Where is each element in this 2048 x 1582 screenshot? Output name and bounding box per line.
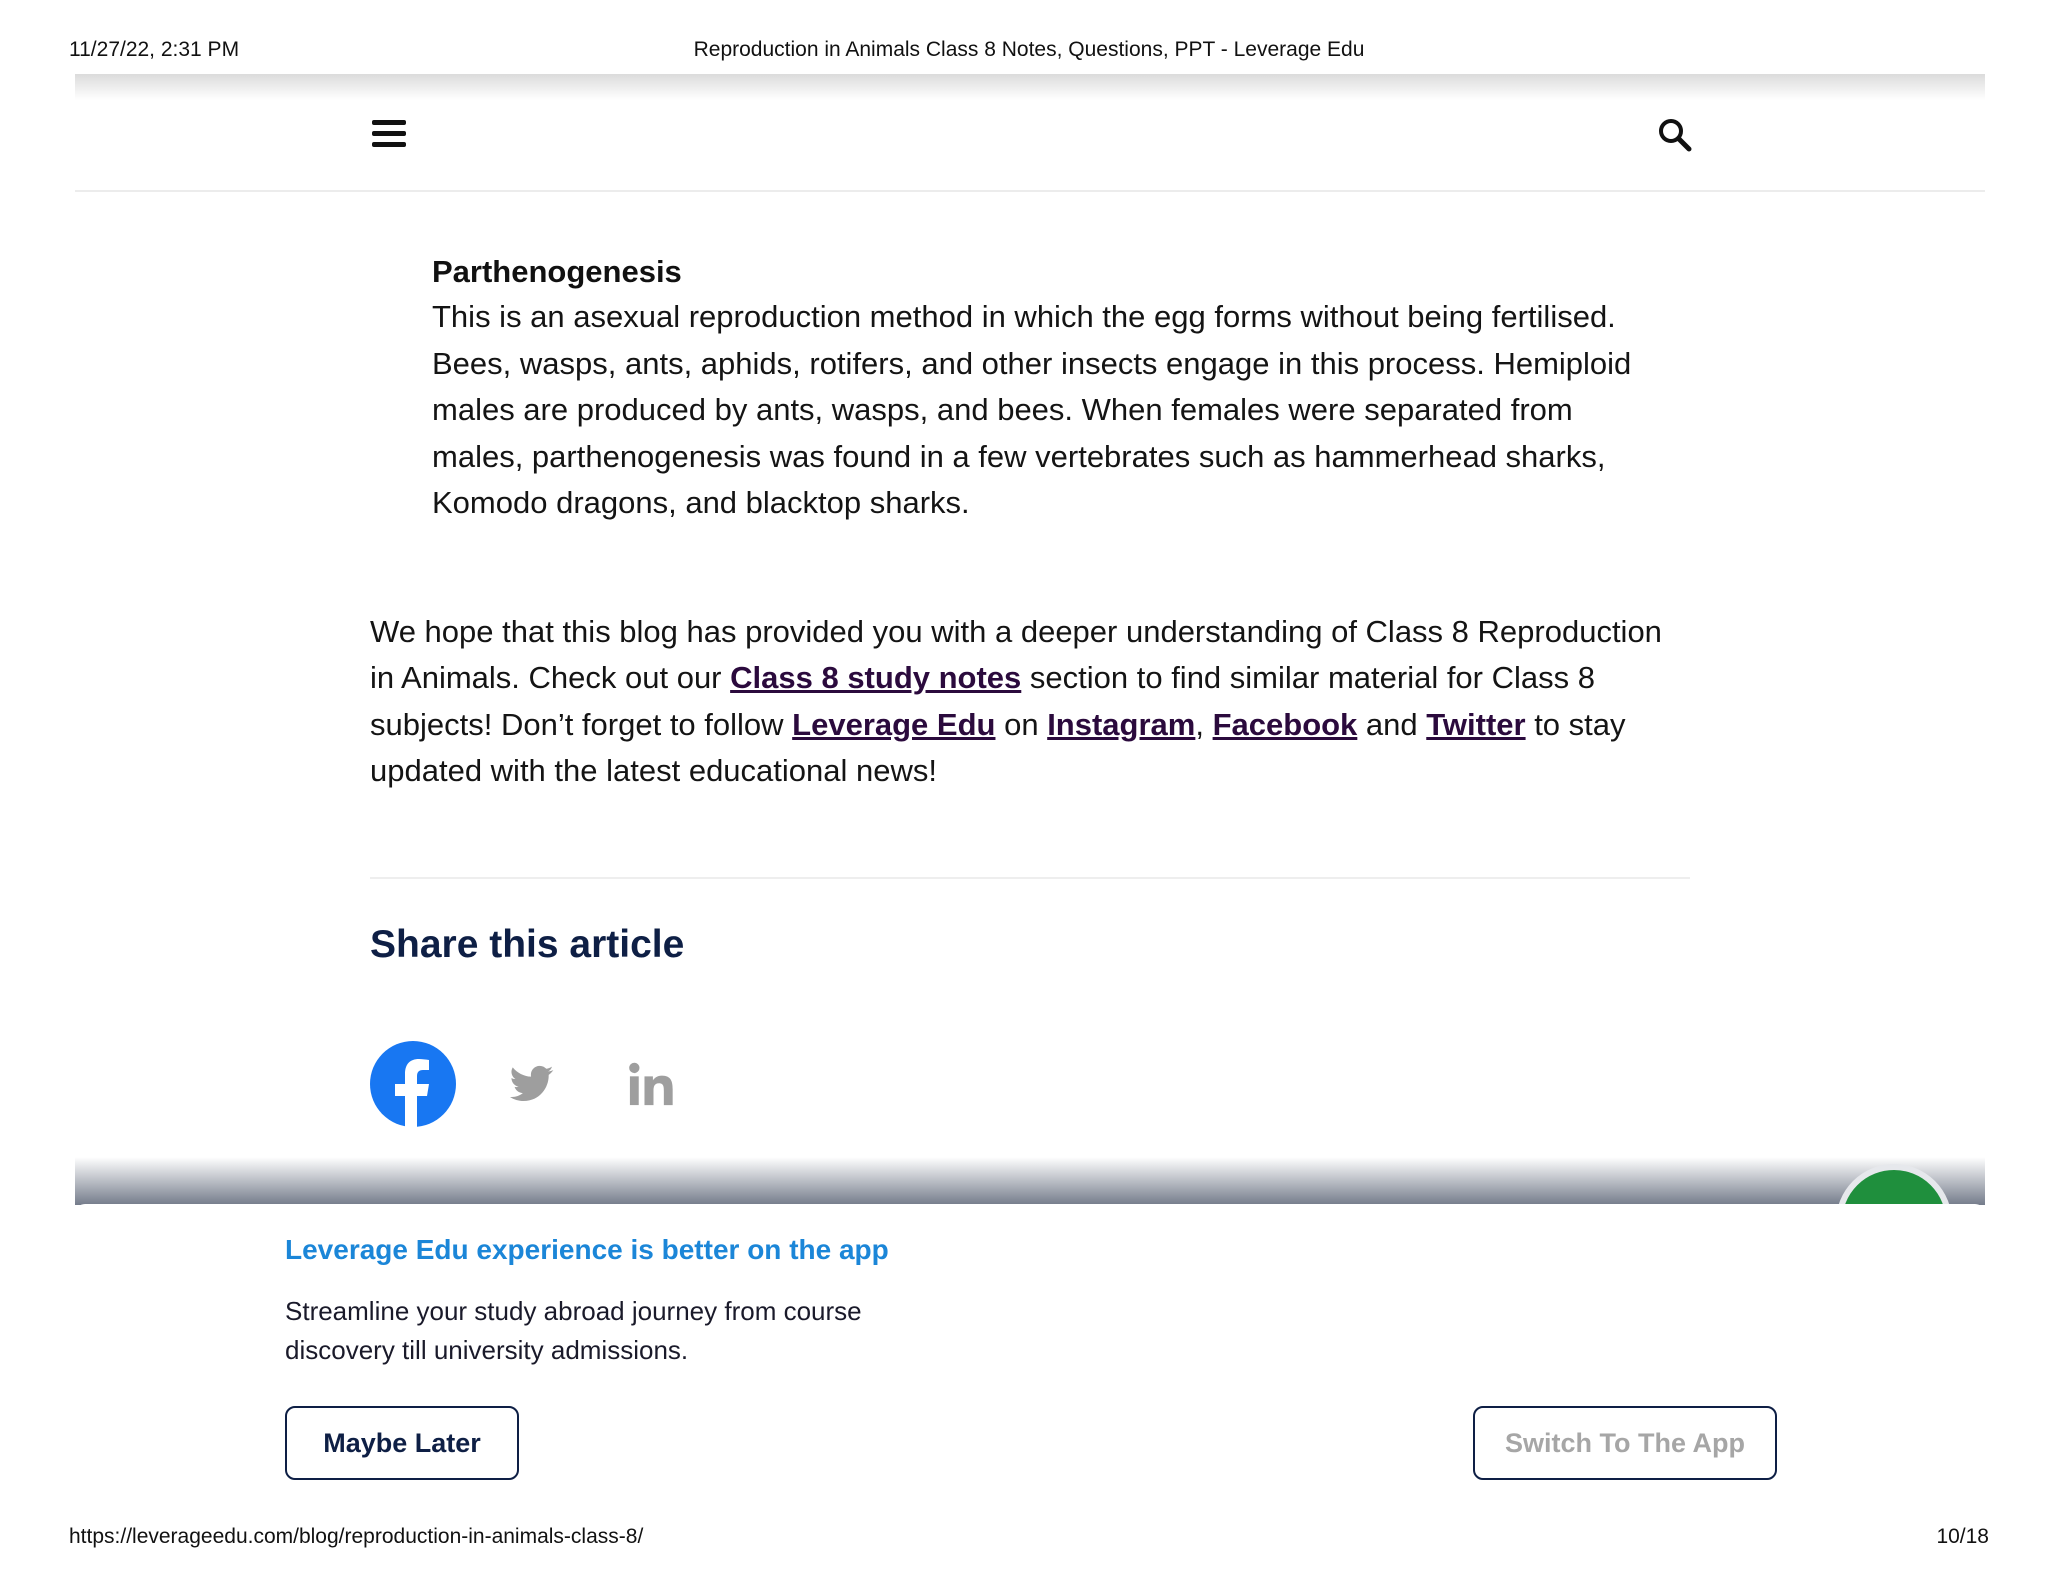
instagram-link[interactable]: Instagram — [1047, 706, 1196, 742]
facebook-icon[interactable] — [370, 1041, 456, 1127]
closing-text-6: to stay updated with the latest educational news! — [370, 706, 1626, 788]
print-url: https://leverageedu.com/blog/reproduction-in-animals-class-8/ — [69, 1525, 644, 1548]
parthenogenesis-section — [432, 254, 1632, 527]
section-heading: Parthenogenesis — [432, 254, 682, 289]
share-buttons — [370, 1041, 1700, 1131]
page-frame — [75, 74, 1985, 1514]
navbar — [75, 74, 1985, 192]
divider — [370, 877, 1690, 879]
leverage-edu-link[interactable]: Leverage Edu — [792, 706, 996, 742]
search-icon[interactable] — [1657, 117, 1693, 153]
class-8-study-notes-link[interactable]: Class 8 study notes — [730, 660, 1022, 695]
facebook-link[interactable]: Facebook — [1212, 706, 1358, 742]
linkedin-icon[interactable] — [628, 1061, 674, 1107]
print-header — [69, 38, 1989, 68]
closing-text-3: on — [995, 706, 1048, 742]
section-text: This is an asexual reproduction method in which the egg forms without being fertilised. Bees, wasps, ants, aphids, rotifers, and other insects engage in this process. Hemiploid males are produced by ants, wasps, and bees. When females were separated from males, parthenogenesis was found in a few vertebrates such as hammerhead sharks, Komodo dragons, and blacktop sharks. — [432, 299, 1632, 520]
twitter-link[interactable]: Twitter — [1426, 706, 1526, 742]
app-banner-title: Leverage Edu experience is better on the app — [285, 1234, 889, 1265]
print-page-title: Reproduction in Animals Class 8 Notes, Questions, PPT - Leverage Edu — [693, 38, 1365, 61]
print-datetime: 11/27/22, 2:31 PM — [69, 38, 240, 61]
print-page-number: 10/18 — [1936, 1525, 1989, 1548]
hamburger-menu-icon[interactable] — [372, 120, 406, 148]
twitter-icon[interactable] — [510, 1065, 554, 1103]
banner-overlay-shadow — [75, 1157, 1985, 1205]
switch-to-app-button[interactable]: Switch To The App — [1473, 1406, 1777, 1480]
closing-text-2: section to find similar material for Class 8 subjects! Don’t forget to follow — [370, 660, 1595, 742]
closing-text-5: and — [1357, 706, 1427, 742]
maybe-later-button[interactable]: Maybe Later — [285, 1406, 519, 1480]
closing-text-1: We hope that this blog has provided you with a deeper understanding of Class 8 Reproduction in Animals. Check out our — [370, 613, 1662, 695]
app-banner-description: Streamline your study abroad journey from course discovery till university admissions. — [285, 1296, 862, 1365]
article-content — [370, 254, 1700, 1131]
closing-text-4: , — [1195, 706, 1213, 742]
share-title: Share this article — [370, 922, 685, 966]
closing-paragraph — [370, 609, 1690, 795]
print-footer — [69, 1525, 1989, 1555]
app-banner — [75, 1204, 1985, 1514]
